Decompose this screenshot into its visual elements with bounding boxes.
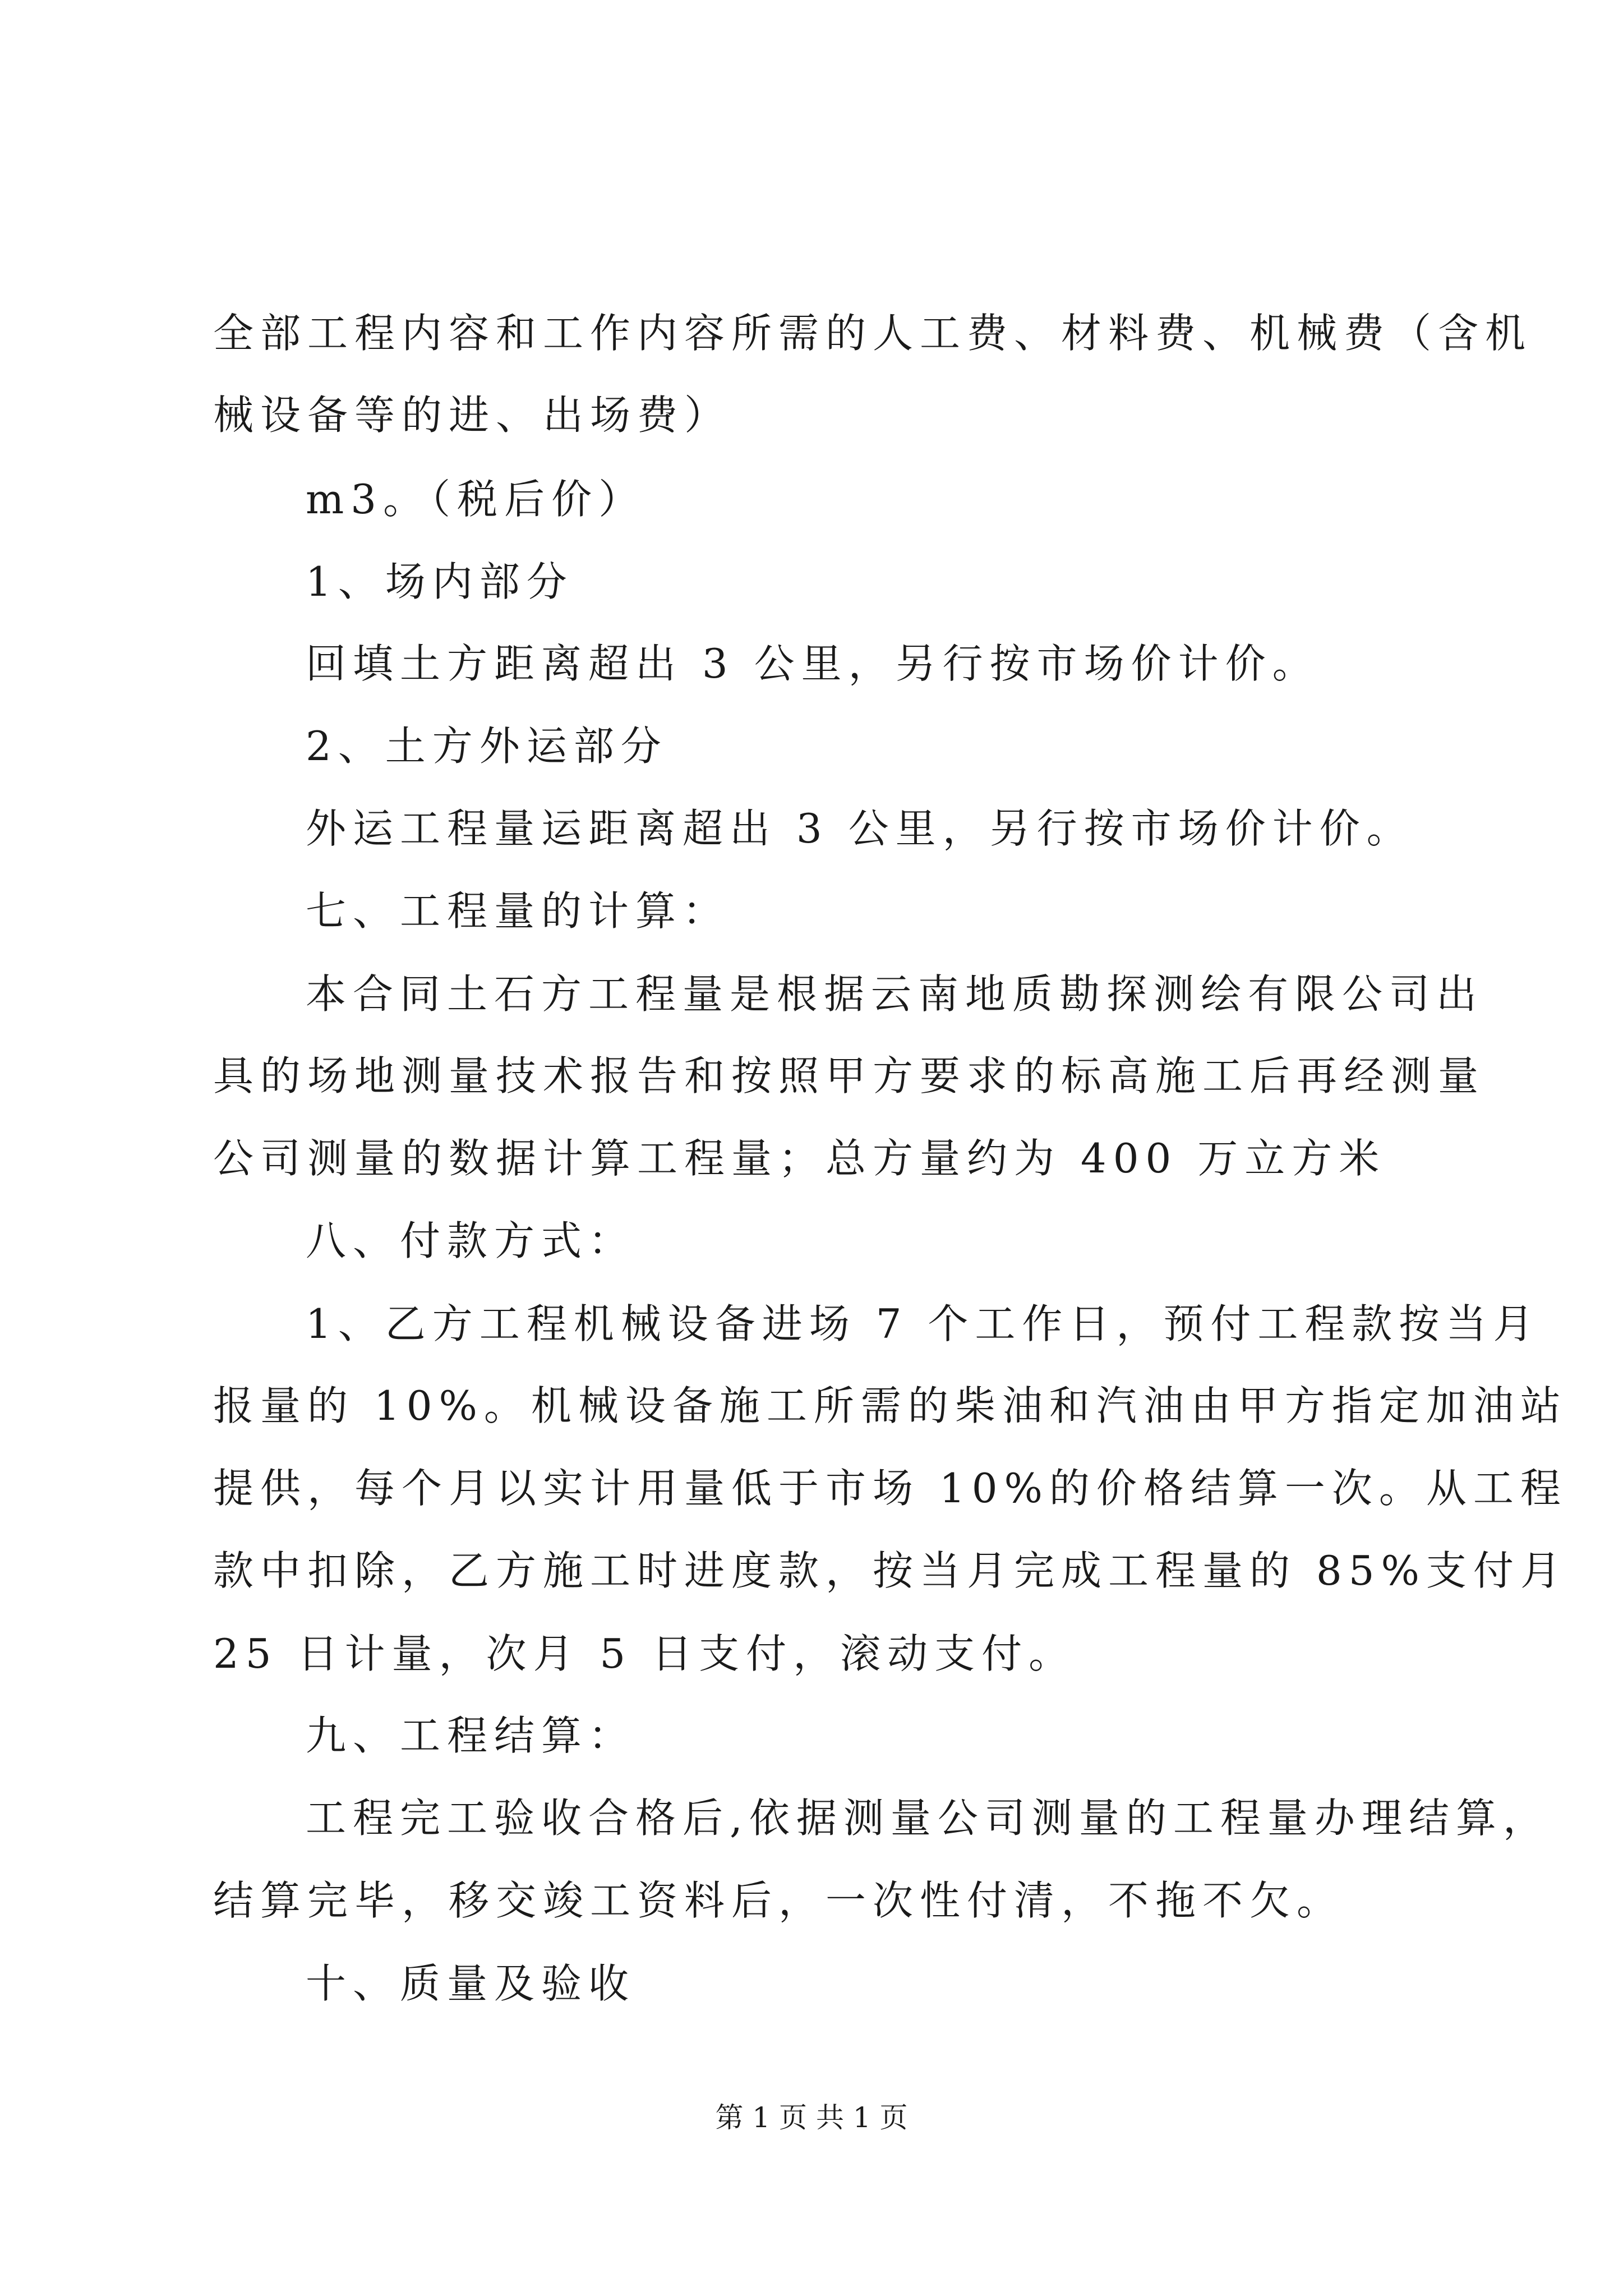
text-line: 款中扣除，乙方施工时进度款，按当月完成工程量的 85%支付月 xyxy=(213,1547,1567,1594)
text-line: 1、乙方工程机械设备进场 7 个工作日，预付工程款按当月 xyxy=(306,1300,1541,1347)
text-line: 公司测量的数据计算工程量；总方量约为 400 万立方米 xyxy=(213,1135,1386,1182)
text-line: 本合同土石方工程量是根据云南地质勘探测绘有限公司出 xyxy=(306,970,1484,1018)
section-heading: 1、场内部分 xyxy=(306,558,574,605)
section-heading: 九、工程结算： xyxy=(306,1712,636,1759)
text-line: 械设备等的进、出场费） xyxy=(213,392,732,439)
section-heading: 八、付款方式： xyxy=(306,1217,636,1264)
text-line: 结算完毕，移交竣工资料后，一次性付清，不拖不欠。 xyxy=(213,1877,1344,1924)
text-line: 全部工程内容和工作内容所需的人工费、材料费、机械费（含机 xyxy=(213,310,1533,357)
section-heading: 2、土方外运部分 xyxy=(306,723,668,770)
section-heading: 十、质量及验收 xyxy=(306,1960,636,2007)
section-heading: 七、工程量的计算： xyxy=(306,887,730,935)
page-number-footer: 第 1 页 共 1 页 xyxy=(715,2101,908,2134)
text-line: 具的场地测量技术报告和按照甲方要求的标高施工后再经测量 xyxy=(213,1052,1486,1099)
text-line: 报量的 10%。机械设备施工所需的柴油和汽油由甲方指定加油站 xyxy=(213,1382,1567,1429)
text-line: 外运工程量运距离超出 3 公里，另行按市场价计价。 xyxy=(306,805,1414,852)
text-line: 工程完工验收合格后,依据测量公司测量的工程量办理结算， xyxy=(306,1795,1550,1842)
text-line: m3。（税后价） xyxy=(306,476,646,523)
text-line: 回填土方距离超出 3 公里，另行按市场价计价。 xyxy=(306,640,1320,687)
text-line: 25 日计量，次月 5 日支付，滚动支付。 xyxy=(213,1630,1076,1677)
text-line: 提供，每个月以实计用量低于市场 10%的价格结算一次。从工程 xyxy=(213,1465,1567,1512)
